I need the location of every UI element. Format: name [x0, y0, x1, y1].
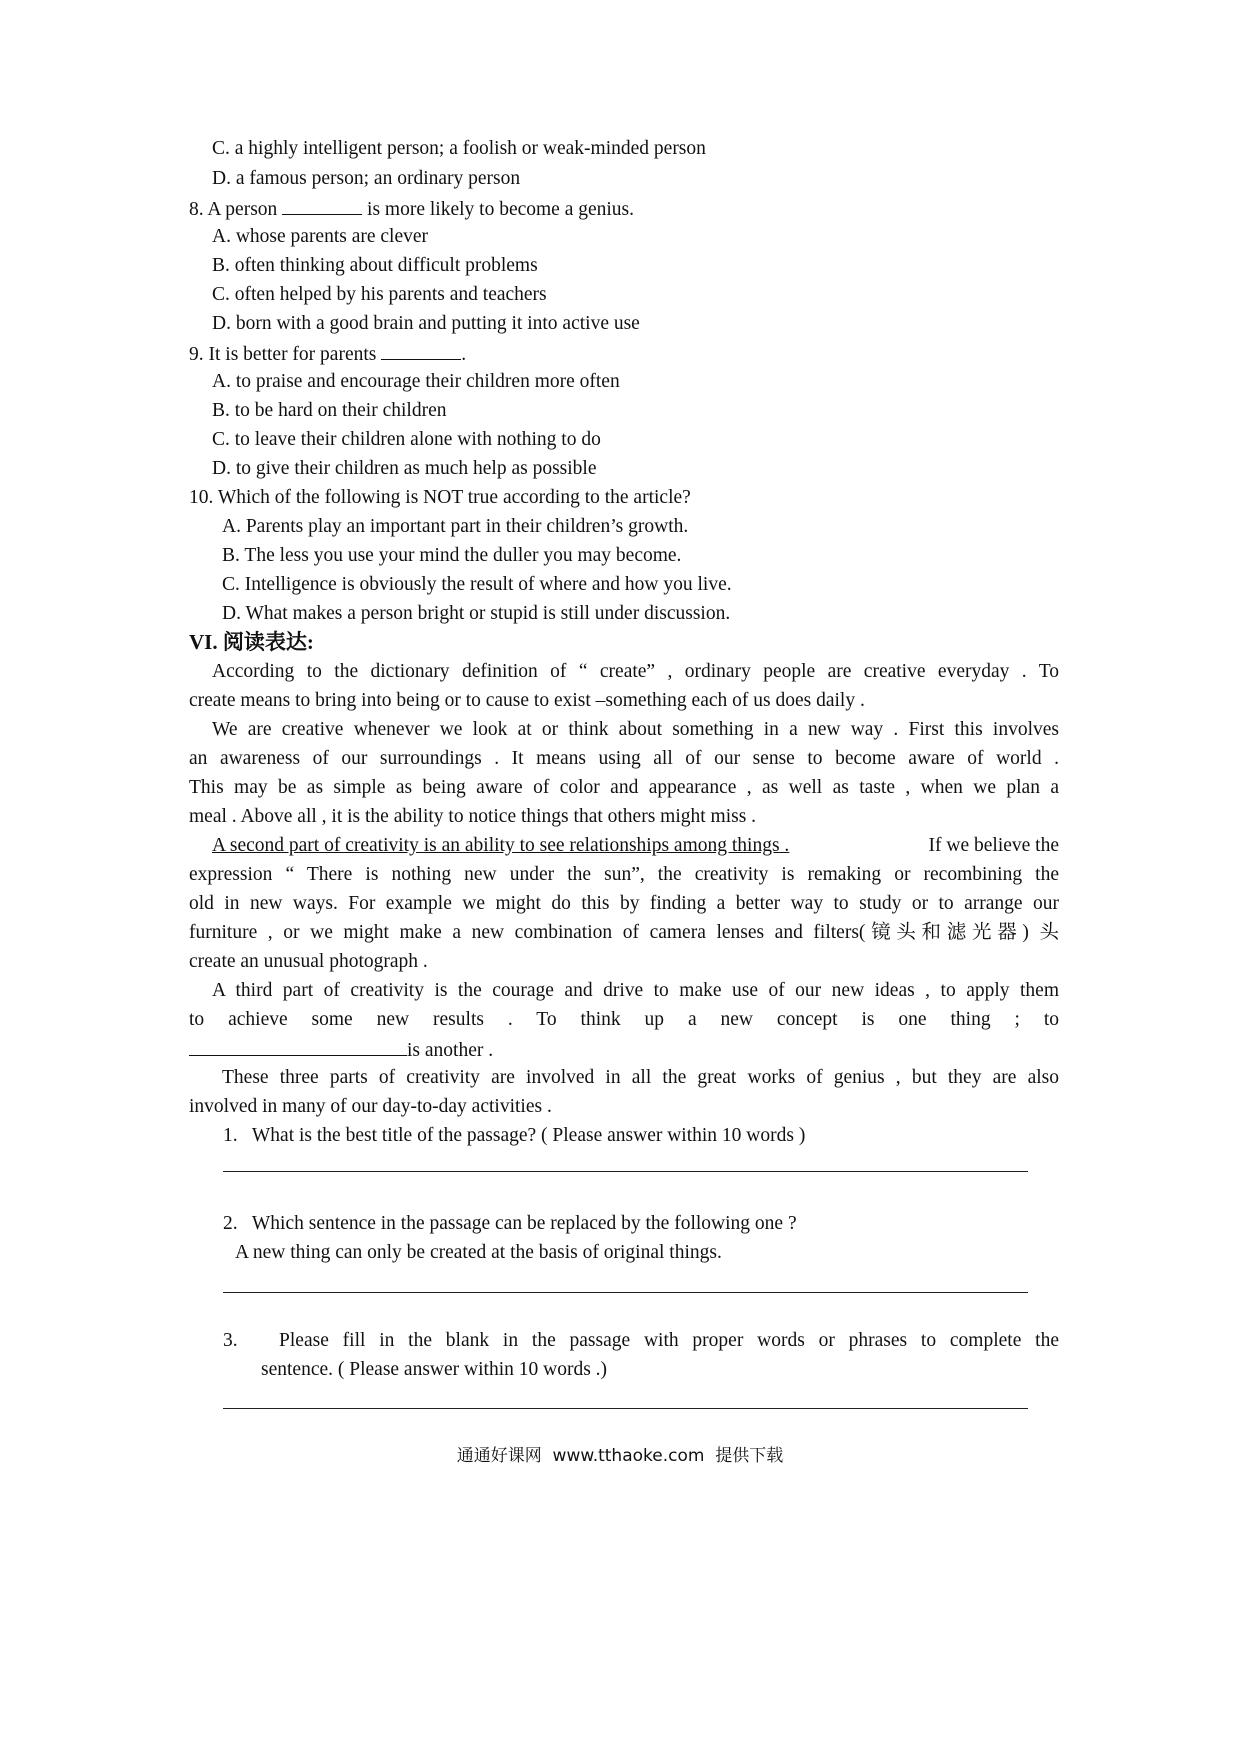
answer-line-1[interactable] — [223, 1171, 1028, 1172]
passage-p3-line1-rest: If we believe the — [928, 835, 1059, 856]
passage-p3-line4: furniture , or we might make a new combination of camera lenses and filters(镜头和滤光器) 头 — [189, 922, 1059, 943]
passage-p5-line1: These three parts of creativity are involved in all the great works of genius , but they are also — [222, 1067, 1059, 1088]
q8-option-a: A. whose parents are clever — [212, 226, 429, 247]
q9-option-b: B. to be hard on their children — [212, 400, 447, 421]
q8-stem-prefix: 8. A person — [189, 199, 278, 220]
passage-p4-line3-suffix: is another . — [407, 1040, 494, 1061]
passage-p3-line3: old in new ways. For example we might do this by finding a better way to study or to arrange our — [189, 893, 1059, 914]
q8-option-b: B. often thinking about difficult problems — [212, 255, 538, 276]
q9-stem — [189, 341, 466, 367]
q8-stem-suffix: is more likely to become a genius. — [367, 199, 635, 220]
passage-p3-line2: expression “ There is nothing new under the sun”, the creativity is remaking or recombining the — [189, 864, 1059, 885]
passage-p4-line1: A third part of creativity is the courage and drive to make use of our new ideas , to apply them — [212, 980, 1059, 1001]
passage-p2-line4: meal . Above all , it is the ability to notice things that others might miss . — [189, 806, 757, 827]
q10-option-c: C. Intelligence is obviously the result of where and how you live. — [222, 574, 732, 595]
q9-blank — [381, 341, 461, 360]
q10-option-a: A. Parents play an important part in their children’s growth. — [222, 516, 689, 537]
passage-p2-line2: an awareness of our surroundings . It means using all of our sense to become aware of world . — [189, 748, 1059, 769]
passage-blank — [189, 1037, 407, 1056]
q10-option-d: D. What makes a person bright or stupid is still under discussion. — [222, 603, 731, 624]
q10-option-b: B. The less you use your mind the duller you may become. — [222, 545, 682, 566]
passage-p3-line1 — [189, 834, 1059, 858]
q9-option-d: D. to give their children as much help as possible — [212, 458, 597, 479]
passage-p2-line3: This may be as simple as being aware of color and appearance , as well as taste , when we plan a — [189, 777, 1059, 798]
question-3-line2: sentence. ( Please answer within 10 words .) — [261, 1359, 608, 1380]
question-2: 2. Which sentence in the passage can be replaced by the following one ? — [223, 1213, 797, 1234]
passage-p4-line3 — [189, 1037, 493, 1063]
page-footer: 通通好课网 www.tthaoke.com 提供下载 — [456, 1446, 784, 1466]
passage-p3-line5: create an unusual photograph . — [189, 951, 428, 972]
passage-p5-line2: involved in many of our day-to-day activities . — [189, 1096, 552, 1117]
passage-p1-line1: According to the dictionary definition of “ create” , ordinary people are creative everyday . To — [212, 661, 1059, 682]
q7-option-c: C. a highly intelligent person; a foolish or weak-minded person — [212, 138, 706, 159]
question-3: 3. Please fill in the blank in the passage with proper words or phrases to complete the — [223, 1330, 1059, 1351]
q8-stem — [189, 196, 634, 222]
q9-option-a: A. to praise and encourage their children more often — [212, 371, 620, 392]
passage-p2-line1: We are creative whenever we look at or think about something in a new way . First this involves — [212, 719, 1059, 740]
question-1: 1. What is the best title of the passage? ( Please answer within 10 words ) — [223, 1125, 806, 1146]
answer-line-3[interactable] — [223, 1408, 1028, 1409]
question-2-sentence: A new thing can only be created at the basis of original things. — [235, 1242, 722, 1263]
underlined-sentence: A second part of creativity is an ability to see relationships among things . — [212, 835, 790, 856]
answer-line-2[interactable] — [223, 1292, 1028, 1293]
q8-blank — [282, 196, 362, 215]
passage-p4-line2: to achieve some new results . To think up a new concept is one thing ; to — [189, 1009, 1059, 1030]
q10-stem: 10. Which of the following is NOT true according to the article? — [189, 487, 691, 508]
q9-stem-suffix: . — [461, 344, 467, 365]
q8-option-d: D. born with a good brain and putting it into active use — [212, 313, 640, 334]
q9-option-c: C. to leave their children alone with nothing to do — [212, 429, 601, 450]
q8-option-c: C. often helped by his parents and teachers — [212, 284, 547, 305]
section-heading: VI. 阅读表达: — [189, 630, 314, 654]
passage-p1-line2: create means to bring into being or to cause to exist –something each of us does daily . — [189, 690, 865, 711]
q9-stem-prefix: 9. It is better for parents — [189, 344, 377, 365]
q7-option-d: D. a famous person; an ordinary person — [212, 168, 521, 189]
